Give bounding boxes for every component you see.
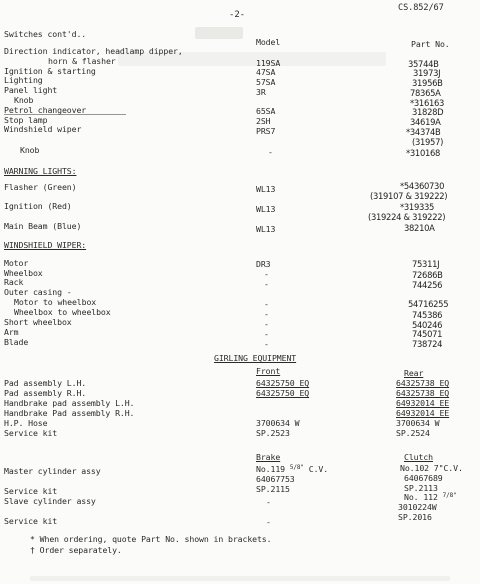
switch-row-name: Ignition & starting bbox=[4, 66, 96, 76]
girling-row-rear: 3700634 W bbox=[396, 418, 440, 428]
girling-row-front: 64325750 EQ bbox=[256, 378, 310, 388]
brake-model: No.119 bbox=[256, 464, 285, 474]
wiper-row-name: Outer casing - bbox=[4, 287, 72, 297]
clutch-size-fraction: 7/8" bbox=[442, 492, 457, 499]
girling-row-brake-part: 64067753 bbox=[256, 474, 295, 484]
wiper-row-model: - bbox=[264, 319, 269, 329]
wiper-row-name: Short wheelbox bbox=[4, 317, 72, 327]
column-model: Model bbox=[256, 37, 281, 47]
warning-row-part: *319335 bbox=[400, 202, 435, 212]
switch-row-name: Lighting bbox=[4, 75, 43, 85]
girling-row-rear: 64932014 EE bbox=[396, 408, 450, 418]
girling-row-clutch: SP.2016 bbox=[398, 512, 432, 522]
switch-row-name-cont: horn & flasher bbox=[48, 56, 116, 66]
wiper-row-part: 745386 bbox=[412, 310, 443, 320]
wiper-row-model: - bbox=[264, 279, 269, 289]
switch-row-model: 57SA bbox=[256, 77, 276, 87]
column-front: Front bbox=[256, 366, 281, 376]
girling-row-name: Slave cylinder assy bbox=[4, 496, 96, 506]
switch-row-model: 47SA bbox=[256, 67, 276, 77]
girling-row-name: Service kit bbox=[4, 428, 58, 438]
brake-size-fraction: 5/8" bbox=[289, 464, 304, 471]
wiper-row-name: Rack bbox=[4, 277, 24, 287]
girling-row-brake: SP.2115 bbox=[256, 484, 290, 494]
switch-row-model: 2SH bbox=[256, 116, 271, 126]
section-heading-windshield-wiper: WINDSHIELD WIPER: bbox=[4, 240, 87, 250]
switch-row-part: 35744B bbox=[408, 59, 439, 69]
switch-row-model: 3R bbox=[256, 87, 266, 97]
switch-row-name: Windshield wiper bbox=[4, 124, 82, 134]
switch-row-part: 31956B bbox=[412, 78, 443, 88]
warning-row-model: WL13 bbox=[256, 184, 276, 194]
girling-row-brake: - bbox=[266, 497, 271, 507]
girling-row-name: Service kit bbox=[4, 516, 58, 526]
warning-row-part: 38210A bbox=[404, 223, 435, 233]
column-part-no: Part No. bbox=[411, 39, 450, 49]
girling-row-name: Pad assembly R.H. bbox=[4, 388, 87, 398]
switch-row-part: *316163 bbox=[410, 98, 445, 108]
girling-row-rear: 64325738 EQ bbox=[396, 388, 450, 398]
girling-row-front: SP.2523 bbox=[256, 428, 290, 438]
switch-row-name: Direction indicator, headlamp dipper, bbox=[4, 46, 183, 56]
warning-row-model: WL13 bbox=[256, 224, 276, 234]
switch-row-part: 31828D bbox=[412, 107, 444, 117]
wiper-row-name: Wheelbox bbox=[4, 268, 43, 278]
switch-row-part: 34619A bbox=[410, 117, 441, 127]
section-continued: Switches cont'd.. bbox=[4, 29, 87, 39]
switch-row-name: Stop lamp bbox=[4, 115, 48, 125]
footnote: * When ordering, quote Part No. shown in brackets. bbox=[30, 534, 272, 544]
brake-model-suffix: C.V. bbox=[308, 464, 329, 474]
clutch-model: No. 112 bbox=[404, 492, 438, 502]
warning-row-name: Flasher (Green) bbox=[4, 182, 77, 192]
section-heading-warning-lights: WARNING LIGHTS: bbox=[4, 166, 77, 176]
warning-row-name: Ignition (Red) bbox=[4, 201, 72, 211]
switch-row-part: *34374B bbox=[406, 127, 441, 137]
wiper-row-model: DR3 bbox=[256, 259, 271, 269]
column-brake: Brake bbox=[256, 452, 281, 462]
switch-row-part-bracket: (31957) bbox=[412, 137, 444, 147]
girling-row-name: H.P. Hose bbox=[4, 418, 48, 428]
page-number: -2- bbox=[229, 10, 245, 20]
section-heading-girling: GIRLING EQUIPMENT bbox=[214, 353, 297, 363]
girling-row-brake: - bbox=[266, 517, 271, 527]
wiper-row-part: 75311J bbox=[412, 259, 440, 269]
girling-row-rear: 64325738 EQ bbox=[396, 378, 450, 388]
smudge-top bbox=[195, 27, 243, 39]
wiper-row-name: Arm bbox=[4, 327, 19, 337]
document-reference: CS.852/67 bbox=[398, 3, 444, 13]
warning-row-part-bracket: (319107 & 319222) bbox=[370, 191, 448, 201]
warning-row-name: Main Beam (Blue) bbox=[4, 221, 82, 231]
column-rear: Rear bbox=[404, 368, 424, 378]
wiper-row-model: - bbox=[264, 339, 269, 349]
girling-row-name: Service kit bbox=[4, 486, 58, 496]
wiper-row-part: 72686B bbox=[412, 270, 443, 280]
switch-row-name: Knob bbox=[14, 95, 34, 105]
switch-row-name: Panel light bbox=[4, 85, 58, 95]
girling-row-front: 64325750 EQ bbox=[256, 388, 310, 398]
girling-row-clutch-part: 3010224W bbox=[398, 502, 437, 512]
girling-row-front: 3700634 W bbox=[256, 418, 300, 428]
girling-row-name: Master cylinder assy bbox=[4, 466, 101, 476]
girling-row-name: Handbrake pad assembly L.H. bbox=[4, 398, 135, 408]
switch-row-part: *310168 bbox=[406, 148, 441, 158]
wiper-row-model: - bbox=[264, 329, 269, 339]
girling-row-rear: 64932014 EE bbox=[396, 398, 450, 408]
girling-row-name: Pad assembly L.H. bbox=[4, 378, 87, 388]
girling-row-rear: SP.2524 bbox=[396, 428, 430, 438]
wiper-row-part: 744256 bbox=[412, 280, 443, 290]
switch-row-name: Petrol changeover bbox=[4, 105, 87, 115]
warning-row-part: *54360730 bbox=[400, 181, 445, 191]
wiper-row-model: - bbox=[264, 309, 269, 319]
wiper-row-model: - bbox=[264, 299, 269, 309]
wiper-row-part: 540246 bbox=[412, 320, 443, 330]
girling-row-name: Handbrake Pad assembly R.H. bbox=[4, 408, 135, 418]
switch-row-model: PRS7 bbox=[256, 126, 276, 136]
warning-row-part-bracket: (319224 & 319222) bbox=[368, 212, 446, 222]
switch-row-model: 65SA bbox=[256, 106, 276, 116]
wiper-row-part: 738724 bbox=[412, 339, 443, 349]
wiper-row-name: Motor bbox=[4, 258, 29, 268]
girling-row-clutch: SP.2113 bbox=[404, 483, 438, 493]
wiper-row-name: Blade bbox=[4, 337, 29, 347]
switch-row-model: - bbox=[268, 147, 273, 157]
switch-row-name: Knob bbox=[20, 145, 40, 155]
switch-row-part: 78365A bbox=[410, 88, 441, 98]
girling-row-clutch-part: 64067689 bbox=[404, 473, 443, 483]
girling-row-clutch: No.102 7"C.V. bbox=[400, 463, 463, 473]
wiper-row-name: Wheelbox to wheelbox bbox=[14, 307, 111, 317]
footnote: † Order separately. bbox=[30, 545, 122, 555]
switch-row-model: 119SA bbox=[256, 58, 281, 68]
switch-row-part: 31973J bbox=[413, 68, 441, 78]
column-clutch: Clutch bbox=[404, 452, 433, 462]
wiper-row-part: 745071 bbox=[412, 329, 443, 339]
wiper-row-model: - bbox=[264, 269, 269, 279]
warning-row-model: WL13 bbox=[256, 204, 276, 214]
bleed-through-line bbox=[30, 576, 450, 581]
wiper-row-part: 54716255 bbox=[408, 299, 449, 309]
wiper-row-name: Motor to wheelbox bbox=[14, 297, 97, 307]
